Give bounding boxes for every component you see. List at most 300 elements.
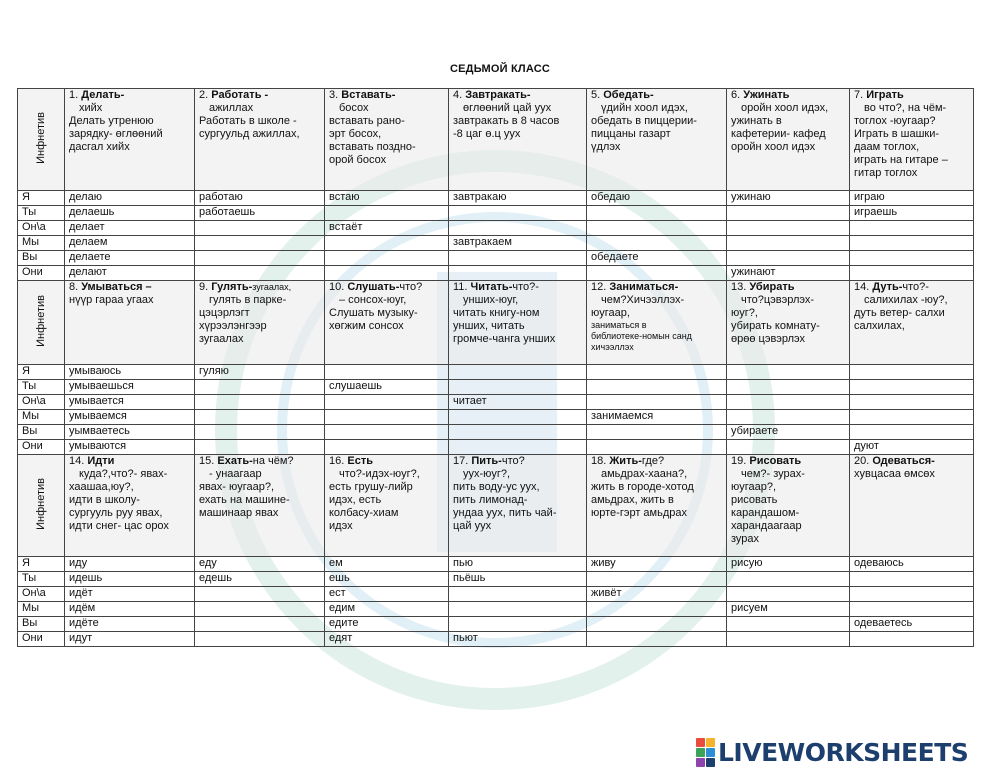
conjugation-cell: пьёшь: [449, 572, 587, 587]
conjugation-cell: занимаемся: [587, 410, 727, 425]
conjugation-cell: [195, 440, 325, 455]
conjugation-cell: едешь: [195, 572, 325, 587]
conjugation-cell: [587, 440, 727, 455]
verb-definition-line: - унаагаар: [209, 468, 262, 480]
verb-number: 11.: [453, 281, 468, 293]
conjugation-cell: встаю: [325, 191, 449, 206]
verb-heading: [329, 455, 444, 468]
verb-number: 1.: [69, 89, 79, 101]
verb-definition-line: гитар тоглох: [854, 167, 918, 179]
conjugation-row: [18, 251, 974, 266]
conjugation-cell: встаёт: [325, 221, 449, 236]
conjugation-cell: [850, 425, 974, 440]
verb-definition-line: сургуульд ажиллах,: [199, 128, 300, 140]
verb-heading: [199, 455, 320, 468]
conjugation-row: [18, 380, 974, 395]
conjugation-cell: [195, 425, 325, 440]
conjugation-cell: гуляю: [195, 365, 325, 380]
verb-infinitive: Вставать-: [341, 89, 396, 101]
conjugation-cell: завтракаем: [449, 236, 587, 251]
conjugation-cell: ужинают: [727, 266, 850, 281]
verb-definition-cell: [587, 281, 727, 365]
conjugation-cell: [727, 380, 850, 395]
verb-heading: [69, 455, 190, 468]
conjugation-cell: [325, 440, 449, 455]
verb-infinitive: Слушать-: [347, 281, 400, 293]
verb-definition-line: хийх: [79, 102, 103, 114]
verb-definition-line: карандашом-: [731, 507, 800, 519]
conjugation-row: [18, 587, 974, 602]
conjugation-cell: [449, 602, 587, 617]
conjugation-cell: живу: [587, 557, 727, 572]
verb-definition-line: пиццаны газарт: [591, 128, 671, 140]
conjugation-row: [18, 425, 974, 440]
verb-definition-line: куда?,что?- явах-: [79, 468, 168, 480]
conjugation-cell: делаете: [65, 251, 195, 266]
conjugation-cell: [449, 251, 587, 266]
verb-heading: [453, 281, 582, 294]
infinitive-label-cell: [18, 89, 65, 191]
verb-number: 17.: [453, 455, 469, 467]
verb-infinitive: Жить-: [609, 455, 642, 467]
verb-definition-line: юрте-гэрт амьдрах: [591, 507, 687, 519]
verb-definition-line: үдлэх: [591, 141, 621, 153]
verb-definition-line: жить в городе-хотод: [591, 481, 694, 493]
verb-definition-line: зарядку- өглөөний: [69, 128, 163, 140]
verb-definition-cell: [850, 281, 974, 365]
verb-heading: [591, 89, 722, 102]
verb-heading: [731, 281, 845, 294]
conjugation-cell: живёт: [587, 587, 727, 602]
verb-number: 14.: [69, 455, 85, 467]
conjugation-cell: [727, 206, 850, 221]
conjugation-row: [18, 236, 974, 251]
verb-header-row: [18, 455, 974, 557]
conjugation-cell: [195, 632, 325, 647]
verb-example-line: библиотеке-номын санд: [591, 331, 692, 341]
conjugation-cell: [727, 632, 850, 647]
verb-definition-line: идэх, есть: [329, 494, 382, 506]
verb-definition-cell: [449, 89, 587, 191]
verb-definition-line: унших, читать: [453, 320, 525, 332]
conjugation-cell: идешь: [65, 572, 195, 587]
verb-question: где?: [641, 455, 665, 467]
conjugation-cell: ешь: [325, 572, 449, 587]
verb-question: что?-: [902, 281, 929, 293]
conjugation-row: [18, 206, 974, 221]
pronoun-cell: Он\а: [18, 221, 65, 236]
conjugation-cell: идёте: [65, 617, 195, 632]
verb-definition-line: ехать на машине-: [199, 494, 290, 506]
conjugation-cell: читает: [449, 395, 587, 410]
verb-definition-line: юугаар,: [591, 307, 630, 319]
verb-definition-cell: [727, 89, 850, 191]
infinitive-label: Инфнетив: [34, 477, 47, 530]
conjugation-row: [18, 221, 974, 236]
conjugation-cell: [727, 251, 850, 266]
conjugation-cell: [587, 425, 727, 440]
conjugation-cell: [727, 572, 850, 587]
verb-definition-line: цай уух: [453, 520, 492, 532]
conjugation-cell: [587, 602, 727, 617]
conjugation-cell: [325, 410, 449, 425]
conjugation-row: [18, 572, 974, 587]
logo-text: LIVEWORKSHEETS: [718, 737, 969, 767]
conjugation-cell: пью: [449, 557, 587, 572]
verb-definition-cell: [727, 281, 850, 365]
conjugation-cell: [587, 380, 727, 395]
verb-definition-line: -8 цаг ө.ц уух: [453, 128, 521, 140]
pronoun-cell: Вы: [18, 251, 65, 266]
verb-definition-line: юуг?,: [731, 307, 758, 319]
verb-heading: [453, 455, 582, 468]
verb-number: 4.: [453, 89, 463, 101]
conjugation-cell: [195, 221, 325, 236]
pronoun-cell: Мы: [18, 602, 65, 617]
verb-definition-cell: [587, 89, 727, 191]
verb-definition-cell: [195, 89, 325, 191]
verb-definition-line: Слушать музыку-: [329, 307, 418, 319]
conjugation-cell: [325, 425, 449, 440]
verb-heading: [69, 89, 190, 102]
verb-definition-line: читать книгу-ном: [453, 307, 540, 319]
conjugation-cell: [587, 632, 727, 647]
conjugation-cell: работаю: [195, 191, 325, 206]
verb-definition-line: убирать комнату-: [731, 320, 820, 332]
verb-definition-line: рисовать: [731, 494, 778, 506]
conjugation-cell: [449, 206, 587, 221]
conjugation-cell: [727, 221, 850, 236]
verb-number: 6.: [731, 89, 741, 101]
verb-definition-line: Делать утренюю: [69, 115, 154, 127]
verb-definition-cell: [850, 455, 974, 557]
verb-definition-cell: [449, 281, 587, 365]
verb-definition-line: сургууль руу явах,: [69, 507, 163, 519]
verb-definition-cell: [325, 455, 449, 557]
verb-definition-line: амьдрах-хаана?,: [601, 468, 688, 480]
verb-infinitive: Убирать: [749, 281, 795, 293]
pronoun-cell: Я: [18, 365, 65, 380]
verb-heading: [453, 89, 582, 102]
verb-definition-line: өрөө цэвэрлэх: [731, 333, 806, 345]
verb-question: что?: [399, 281, 423, 293]
conjugation-cell: идёт: [65, 587, 195, 602]
conjugation-cell: уымваетесь: [65, 425, 195, 440]
conjugation-cell: [587, 221, 727, 236]
conjugation-cell: [727, 440, 850, 455]
verb-heading: [199, 281, 320, 294]
conjugation-cell: [850, 221, 974, 236]
conjugation-cell: ест: [325, 587, 449, 602]
pronoun-cell: Мы: [18, 410, 65, 425]
conjugation-cell: [587, 206, 727, 221]
verb-definition-line: во что?, на чём-: [864, 102, 947, 114]
verb-number: 15.: [199, 455, 215, 467]
pronoun-cell: Вы: [18, 617, 65, 632]
conjugation-cell: [449, 440, 587, 455]
verb-definition-line: обедать в пиццерии-: [591, 115, 697, 127]
conjugation-cell: ем: [325, 557, 449, 572]
infinitive-label-cell: [18, 455, 65, 557]
conjugation-cell: [727, 365, 850, 380]
verb-definition-line: ундаа уух, пить чай-: [453, 507, 557, 519]
verb-definition-line: хаашаа,юу?,: [69, 481, 134, 493]
verb-definition-line: өглөөний цай уух: [463, 102, 552, 114]
verb-definition-cell: [850, 89, 974, 191]
conjugation-cell: [449, 617, 587, 632]
conjugation-cell: [195, 587, 325, 602]
conjugation-cell: пьют: [449, 632, 587, 647]
verb-infinitive: Дуть-: [872, 281, 903, 293]
conjugation-cell: [727, 236, 850, 251]
verb-definition-line: харандаагаар: [731, 520, 802, 532]
conjugation-cell: рисую: [727, 557, 850, 572]
verb-definition-line: вставать поздно-: [329, 141, 416, 153]
conjugation-cell: [449, 425, 587, 440]
verb-definition-line: Работать в школе -: [199, 115, 297, 127]
conjugation-cell: [587, 617, 727, 632]
conjugation-row: [18, 191, 974, 206]
verb-heading: [591, 455, 722, 468]
infinitive-label: Инфнетив: [34, 294, 47, 347]
verb-definition-line: үдийн хоол идэх,: [601, 102, 688, 114]
conjugation-row: [18, 266, 974, 281]
conjugation-cell: [850, 266, 974, 281]
conjugation-cell: [449, 380, 587, 395]
verb-definition-line: машинаар явах: [199, 507, 279, 519]
verb-definition-cell: [449, 455, 587, 557]
conjugation-cell: [449, 221, 587, 236]
conjugation-cell: едите: [325, 617, 449, 632]
verb-heading: [854, 89, 969, 102]
conjugation-cell: [325, 236, 449, 251]
conjugation-cell: [850, 395, 974, 410]
verb-infinitive: Ехать-: [217, 455, 253, 467]
conjugation-cell: [587, 365, 727, 380]
conjugation-cell: [449, 365, 587, 380]
verb-definition-cell: [587, 455, 727, 557]
page-title: СЕДЬМОЙ КЛАСС: [449, 63, 551, 75]
conjugation-row: [18, 410, 974, 425]
logo-mark-icon: [696, 738, 715, 767]
conjugation-cell: идём: [65, 602, 195, 617]
conjugation-cell: [449, 266, 587, 281]
verb-definition-line: чем?Хичээллэх-: [601, 294, 685, 306]
liveworksheets-logo: [696, 737, 968, 767]
verb-number: 20.: [854, 455, 870, 467]
verb-definition-line: вставать рано-: [329, 115, 405, 127]
verb-definition-cell: [325, 89, 449, 191]
verb-infinitive: Работать -: [211, 89, 269, 101]
verb-infinitive: Делать-: [81, 89, 125, 101]
verb-definition-line: уух-юуг?,: [463, 468, 511, 480]
conjugation-cell: обедаю: [587, 191, 727, 206]
conjugation-cell: играю: [850, 191, 974, 206]
conjugation-cell: [727, 617, 850, 632]
verb-infinitive: Есть: [347, 455, 373, 467]
conjugation-cell: делаем: [65, 236, 195, 251]
conjugation-row: [18, 617, 974, 632]
verb-number: 12.: [591, 281, 607, 293]
conjugation-cell: еду: [195, 557, 325, 572]
pronoun-cell: Ты: [18, 206, 65, 221]
conjugation-cell: делаю: [65, 191, 195, 206]
verb-definition-line: эрт босох,: [329, 128, 382, 140]
conjugation-row: [18, 602, 974, 617]
verb-definition-line: гулять в парке-: [209, 294, 287, 306]
conjugation-cell: едят: [325, 632, 449, 647]
conjugation-cell: умываемся: [65, 410, 195, 425]
conjugation-cell: [587, 572, 727, 587]
verb-header-row: [18, 281, 974, 365]
verb-infinitive: Идти: [87, 455, 115, 467]
conjugation-row: [18, 632, 974, 647]
verb-definition-line: пить воду-ус уух,: [453, 481, 540, 493]
verb-heading: [854, 281, 969, 294]
verb-question: что?: [501, 455, 525, 467]
verb-definition-line: босох: [339, 102, 369, 114]
infinitive-label: Инфнетив: [34, 111, 47, 164]
conjugation-cell: [587, 236, 727, 251]
verb-definition-line: Играть в шашки-: [854, 128, 940, 140]
verb-definition-line: есть грушу-лийр: [329, 481, 413, 493]
verb-definition-line: идти в школу-: [69, 494, 140, 506]
conjugation-cell: играешь: [850, 206, 974, 221]
verb-definition-line: даам тоглох,: [854, 141, 920, 153]
conjugation-cell: делаешь: [65, 206, 195, 221]
verb-infinitive: Рисовать: [749, 455, 802, 467]
verb-number: 16.: [329, 455, 345, 467]
pronoun-cell: Они: [18, 632, 65, 647]
infinitive-label-cell: [18, 281, 65, 365]
pronoun-cell: Ты: [18, 572, 65, 587]
pronoun-cell: Мы: [18, 236, 65, 251]
verb-infinitive: Гулять-: [211, 281, 253, 293]
conjugation-cell: [727, 410, 850, 425]
verb-definition-line: зурах: [731, 533, 760, 545]
verb-definition-line: тоглох -юугаар?: [854, 115, 936, 127]
verb-definition-cell: [65, 455, 195, 557]
verb-number: 5.: [591, 89, 601, 101]
verb-definition-line: пить лимонад-: [453, 494, 528, 506]
verb-definition-cell: [65, 281, 195, 365]
verb-number: 8.: [69, 281, 79, 293]
conjugation-cell: [727, 395, 850, 410]
conjugation-cell: идут: [65, 632, 195, 647]
conjugation-cell: [850, 251, 974, 266]
verb-number: 3.: [329, 89, 339, 101]
verb-number: 2.: [199, 89, 209, 101]
conjugation-cell: [195, 410, 325, 425]
conjugation-cell: [195, 251, 325, 266]
verb-definition-line: дасгал хийх: [69, 141, 130, 153]
pronoun-cell: Ты: [18, 380, 65, 395]
pronoun-cell: Вы: [18, 425, 65, 440]
verb-definition-line: идти снег- цас орох: [69, 520, 169, 532]
conjugation-row: [18, 395, 974, 410]
verb-definition-line: хөгжим сонсох: [329, 320, 404, 332]
conjugation-cell: [449, 410, 587, 425]
verb-definition-line: что?цэвэрлэх-: [741, 294, 815, 306]
verb-heading: [329, 281, 444, 294]
verb-definition-line: юугаар?,: [731, 481, 777, 493]
verb-definition-line: ужинать в: [731, 115, 782, 127]
verb-heading: [731, 455, 845, 468]
conjugation-cell: дуют: [850, 440, 974, 455]
verb-definition-line: орой босох: [329, 154, 387, 166]
verb-infinitive: Завтракать-: [465, 89, 531, 101]
verb-definition-line: явах- юугаар?,: [199, 481, 275, 493]
conjugation-cell: [850, 380, 974, 395]
conjugation-cell: [850, 572, 974, 587]
verb-definition-line: играть на гитаре –: [854, 154, 948, 166]
verb-definition-line: амьдрах, жить в: [591, 494, 674, 506]
verb-infinitive: Заниматься-: [609, 281, 679, 293]
verb-example-line: хичээллэх: [591, 342, 634, 352]
verb-heading: [854, 455, 969, 468]
verb-infinitive: Пить-: [471, 455, 502, 467]
conjugation-cell: [449, 587, 587, 602]
pronoun-cell: Я: [18, 557, 65, 572]
verb-header-row: [18, 89, 974, 191]
verb-definition-line: – сонсох-юуг,: [339, 294, 407, 306]
verb-definition-cell: [65, 89, 195, 191]
conjugation-cell: слушаешь: [325, 380, 449, 395]
verb-definition-line: зугаалах: [199, 333, 244, 345]
verb-question: на чём?: [252, 455, 294, 467]
conjugation-cell: [195, 395, 325, 410]
conjugation-cell: иду: [65, 557, 195, 572]
verb-number: 14.: [854, 281, 870, 293]
conjugation-cell: едим: [325, 602, 449, 617]
verb-infinitive: Обедать-: [603, 89, 654, 101]
conjugation-cell: [850, 365, 974, 380]
verb-infinitive: Умываться –: [81, 281, 152, 293]
verb-infinitive: Играть: [866, 89, 904, 101]
conjugation-cell: обедаете: [587, 251, 727, 266]
verb-definition-line: оройн хоол идэх: [731, 141, 816, 153]
conjugation-cell: одеваюсь: [850, 557, 974, 572]
conjugation-cell: умываюсь: [65, 365, 195, 380]
conjugation-cell: [850, 410, 974, 425]
verb-definition-cell: [195, 455, 325, 557]
verb-definition-line: громче-чанга унших: [453, 333, 556, 345]
verb-definition-line: что?-идэх-юуг?,: [339, 468, 420, 480]
verb-heading: [591, 281, 722, 294]
conjugation-cell: [195, 236, 325, 251]
conjugation-cell: [325, 251, 449, 266]
verb-number: 10.: [329, 281, 345, 293]
conjugation-cell: [195, 602, 325, 617]
verb-heading: [69, 281, 190, 294]
conjugation-cell: [325, 266, 449, 281]
verb-conjugation-table: [17, 88, 974, 647]
conjugation-cell: [850, 602, 974, 617]
verb-heading: [199, 89, 320, 102]
conjugation-row: [18, 440, 974, 455]
conjugation-cell: [325, 365, 449, 380]
conjugation-cell: [587, 395, 727, 410]
pronoun-cell: Они: [18, 440, 65, 455]
verb-definition-line: хувцасаа өмсөх: [854, 468, 935, 480]
pronoun-cell: Он\а: [18, 587, 65, 602]
verb-definition-line: салхилах,: [854, 320, 905, 332]
conjugation-cell: [727, 587, 850, 602]
verb-definition-line: дуть ветер- салхи: [854, 307, 945, 319]
verb-number: 7.: [854, 89, 864, 101]
verb-infinitive: Одеваться-: [872, 455, 935, 467]
conjugation-row: [18, 365, 974, 380]
